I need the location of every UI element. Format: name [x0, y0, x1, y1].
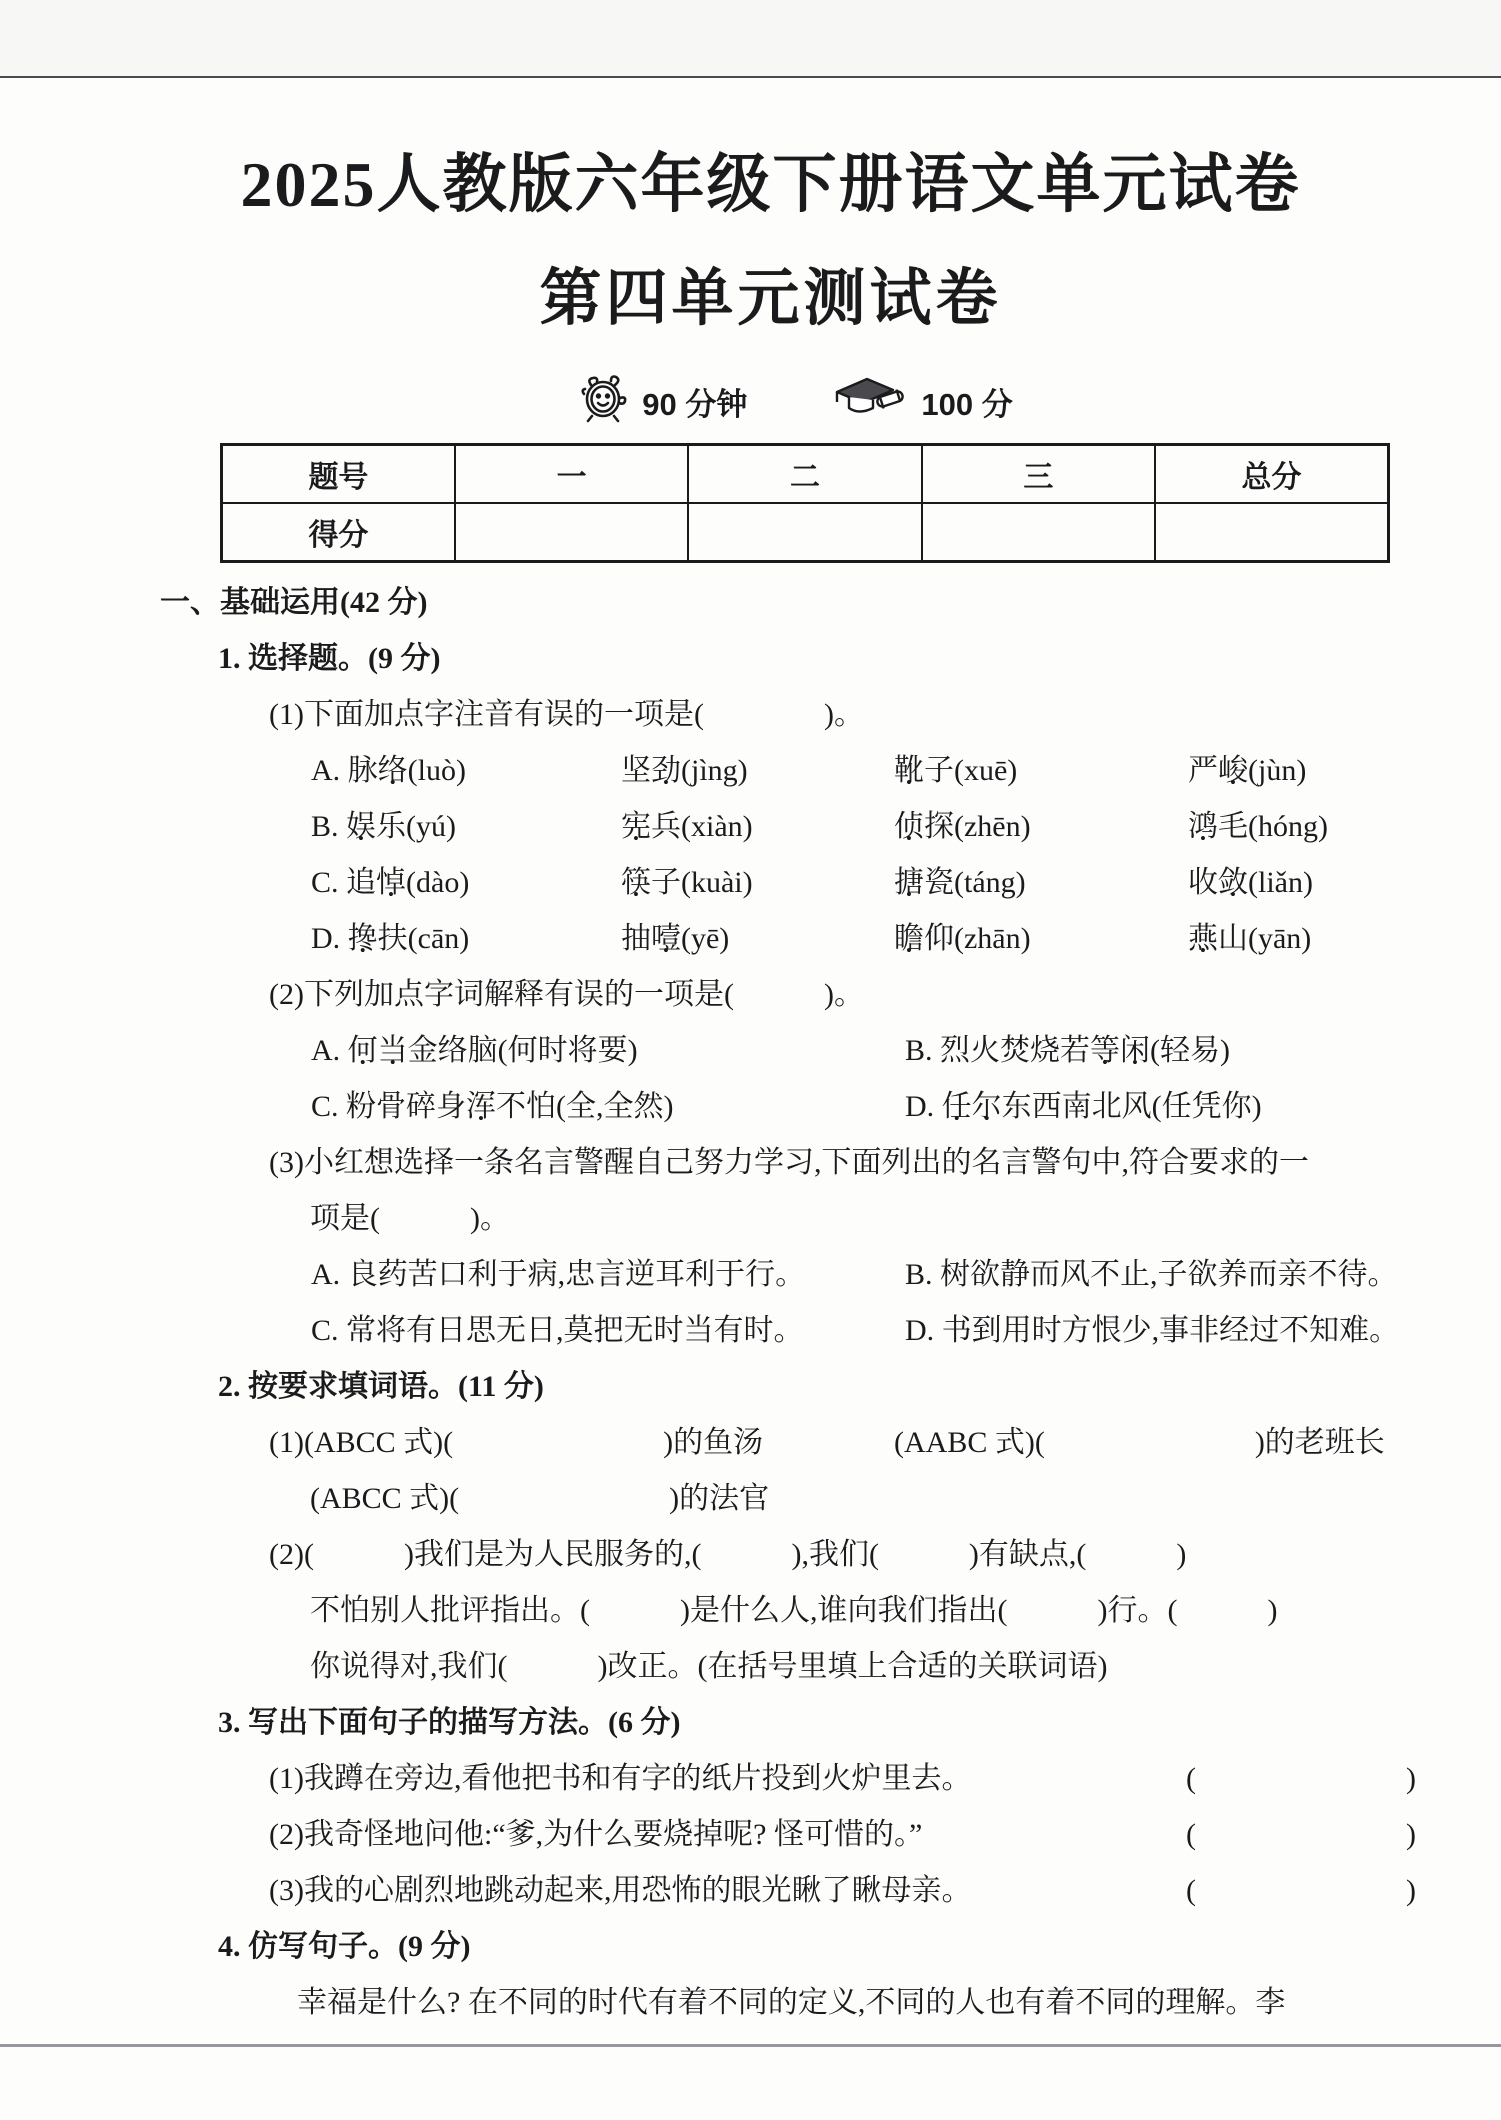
option-cell: C. 粉骨碎身浑 •不怕(全,全然): [311, 1079, 905, 1135]
bottom-divider-line: [0, 2044, 1501, 2047]
alarm-clock-icon: [578, 370, 630, 432]
score-row-label: 得分: [222, 503, 455, 562]
sentence-text: (3)我的心剧烈地跳动起来,用恐怖的眼光瞅了瞅母亲。: [269, 1874, 972, 1907]
option-cell: D. 书到用时方恨少,事非经过不知难。: [905, 1314, 1400, 1347]
answer-blank: ( ): [1186, 1818, 1416, 1851]
q1-part3-options-ab: [311, 1247, 1416, 1303]
score-table-score-row: [222, 503, 1389, 562]
q4-paragraph: 幸福是什么? 在不同的时代有着不同的定义,不同的人也有着不同的理解。李: [297, 1986, 1286, 2019]
sentence-text: (2)我奇怪地问他:“爹,为什么要烧掉呢? 怪可惜的。”: [269, 1818, 923, 1851]
option-cell: A. 良药苦口利于病,忠言逆耳利于行。: [311, 1258, 806, 1291]
score-table-cell: 总分: [1155, 445, 1388, 504]
question-2-label: 2. 按要求填词语。(11 分): [218, 1370, 544, 1403]
q3-item-2: [269, 1807, 1416, 1863]
score-cell-empty: [922, 503, 1155, 562]
option-cell: B. 烈火焚烧若等 •闲 •(轻易): [905, 1023, 1416, 1079]
score-table-cell: 一: [455, 445, 688, 504]
exam-body: [160, 575, 1416, 2031]
score-table-cell: 题号: [222, 445, 455, 504]
section-heading: 一、基础运用(42 分): [160, 586, 428, 619]
option-cell: 靴 •子(xuē): [894, 743, 1188, 799]
exam-duration: 90 分钟: [642, 386, 748, 422]
option-cell: 收敛 •(liǎn): [1188, 855, 1416, 911]
q1-part1-row-b: [311, 799, 1416, 855]
option-cell: 筷 •子(kuài): [621, 855, 894, 911]
q1-part2-options-ab: [311, 1023, 1416, 1079]
option-cell: 抽噎 •(yē): [621, 911, 894, 967]
q2-part1-row2: (ABCC 式)( )的法官: [310, 1482, 770, 1515]
q3-item-3: [269, 1863, 1416, 1919]
score-table-cell: 三: [922, 445, 1155, 504]
q1-part1-row-d: [311, 911, 1416, 967]
q2-part2-line3: 你说得对,我们( )改正。(在括号里填上合适的关联词语): [310, 1650, 1108, 1683]
q1-part2-prompt: (2)下列加点字词解释有误的一项是( )。: [269, 978, 864, 1011]
option-cell: B. 树欲静而风不止,子欲养而亲不待。: [905, 1258, 1398, 1291]
top-divider-line: [0, 76, 1501, 78]
option-cell: 宪 •兵(xiàn): [621, 799, 894, 855]
option-cell: 搪 •瓷(táng): [894, 855, 1188, 911]
q1-part3-prompt-line2: 项是( )。: [310, 1202, 510, 1235]
fill-blank-item: (AABC 式)( )的老班长: [894, 1426, 1385, 1459]
q2-part2-line1: (2)( )我们是为人民服务的,( ),我们( )有缺点,( ): [269, 1538, 1187, 1571]
option-cell: D. 任 •尔 •东西南北风(任凭你): [905, 1079, 1416, 1135]
q1-part3-prompt-line1: (3)小红想选择一条名言警醒自己努力学习,下面列出的名言警句中,符合要求的一: [269, 1146, 1309, 1179]
exam-title: 2025人教版六年级下册语文单元试卷: [240, 149, 1301, 220]
exam-total-score: 100 分: [921, 386, 1013, 422]
option-cell: 燕 •山(yān): [1188, 911, 1416, 967]
q3-item-1: [269, 1751, 1416, 1807]
option-cell: A. 脉络 •(luò): [311, 743, 621, 799]
q2-part2-line2: 不怕别人批评指出。( )是什么人,谁向我们指出( )行。( ): [310, 1594, 1278, 1627]
fill-blank-item: (1)(ABCC 式)( )的鱼汤: [269, 1426, 764, 1459]
score-cell-empty: [1155, 503, 1388, 562]
q1-part1-prompt: (1)下面加点字注音有误的一项是( )。: [269, 698, 864, 731]
q2-part1-row1: [269, 1415, 1416, 1471]
total-score-group: [831, 372, 1012, 430]
option-cell: B. 娱 •乐(yú): [311, 799, 621, 855]
exam-subtitle: 第四单元测试卷: [539, 265, 1002, 333]
option-cell: C. 追悼 •(dào): [311, 855, 621, 911]
question-3-label: 3. 写出下面句子的描写方法。(6 分): [218, 1706, 681, 1739]
exam-meta-row: [0, 370, 1501, 432]
page-top-margin: [0, 0, 1501, 76]
option-cell: 侦 •探(zhēn): [894, 799, 1188, 855]
question-4-label: 4. 仿写句子。(9 分): [218, 1930, 471, 1963]
option-cell: 瞻 •仰(zhān): [894, 911, 1188, 967]
q1-part1-row-c: [311, 855, 1416, 911]
score-cell-empty: [688, 503, 921, 562]
question-1-label: 1. 选择题。(9 分): [218, 642, 441, 675]
score-table: [220, 443, 1390, 563]
sentence-text: (1)我蹲在旁边,看他把书和有字的纸片投到火炉里去。: [269, 1762, 972, 1795]
option-cell: 严峻 •(jùn): [1188, 743, 1416, 799]
score-table-cell: 二: [688, 445, 921, 504]
graduation-cap-icon: [831, 372, 909, 430]
q1-part2-options-cd: [311, 1079, 1416, 1135]
q1-part3-options-cd: [311, 1303, 1416, 1359]
score-cell-empty: [455, 503, 688, 562]
answer-blank: ( ): [1186, 1762, 1416, 1795]
score-table-header-row: [222, 445, 1389, 504]
option-cell: D. 搀 •扶(cān): [311, 911, 621, 967]
option-cell: C. 常将有日思无日,莫把无时当有时。: [311, 1314, 804, 1347]
option-cell: 鸿 •毛(hóng): [1188, 799, 1416, 855]
q1-part1-row-a: [311, 743, 1416, 799]
option-cell: A. 何 •当 •金络脑(何时将要): [311, 1023, 905, 1079]
answer-blank: ( ): [1186, 1874, 1416, 1907]
duration-group: [578, 370, 747, 432]
option-cell: 坚劲 •(jìng): [621, 743, 894, 799]
